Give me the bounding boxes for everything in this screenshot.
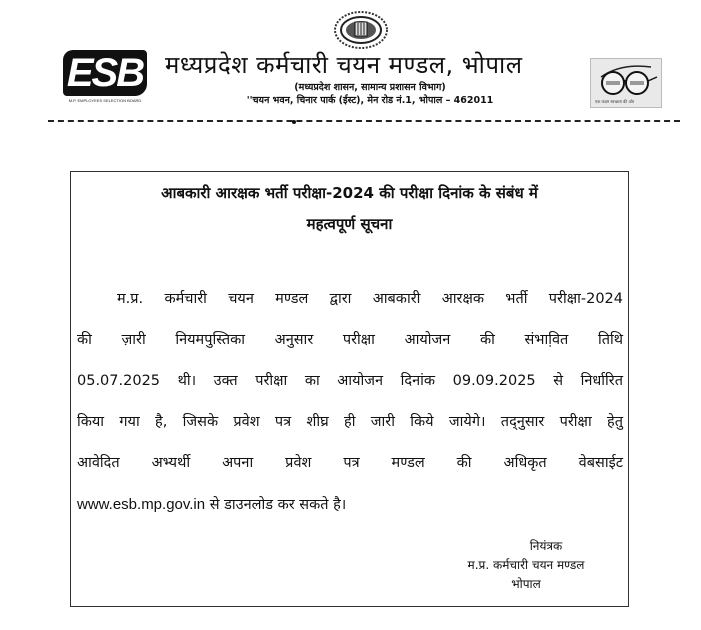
esb-logo-subtitle: M.P. EMPLOYEES SELECTION BOARD: [68, 98, 142, 103]
body-line: 05.07.2025 थी। उक्त परीक्षा का आयोजन दिनांक 09.09.2025 से निर्धारित: [77, 373, 623, 389]
mp-govt-emblem-icon: [333, 8, 389, 50]
esb-logo: [63, 50, 147, 108]
header-divider: [48, 120, 680, 122]
body-line-last: [77, 484, 623, 525]
signatory-city: भोपाल: [511, 577, 541, 591]
esb-logo-letters: ESB: [63, 50, 147, 96]
download-text: से डाउनलोड कर सकते है।: [205, 497, 347, 513]
signatory-organization: म.प्र. कर्मचारी चयन मण्डल: [467, 558, 585, 572]
swachh-caption: एक कदम स्वच्छता की ओर: [595, 99, 635, 104]
body-line: म.प्र. कर्मचारी चयन मण्डल द्वारा आबकारी आरक्षक भर्ती परीक्षा-2024: [117, 291, 623, 307]
body-line: की ज़ारी नियमपुस्तिका अनुसार परीक्षा आयोजन की संभावि़त तिथि: [77, 332, 623, 348]
organization-name: मध्यप्रदेश कर्मचारी चयन मण्डल, भोपाल: [165, 51, 523, 79]
swachh-bharat-glasses-icon: [590, 58, 662, 108]
body-line: आवेदित अभ्यर्थी अपना प्रवेश पत्र मण्डल की अधिकृत वेबसाईट: [77, 455, 623, 471]
notice-body: [77, 279, 623, 525]
signatory-title: नियंत्रक: [529, 539, 563, 553]
notice-title-line-2: महत्वपूर्ण सूचना: [306, 215, 393, 233]
divider-dot: [292, 120, 296, 124]
notice-box: [70, 171, 629, 607]
organization-address: ''चयन भवन, चिनार पार्क (ईस्ट), मेन रोड नं.1, भोपाल – 462011: [246, 95, 494, 106]
website-link[interactable]: www.esb.mp.gov.in: [77, 496, 206, 513]
body-line: किया गया है, जिसके प्रवेश पत्र शीघ्र ही जारी किये जायेगे। तद्नुसार परीक्षा हेतु: [77, 414, 623, 430]
notice-title: [71, 178, 628, 240]
notice-title-line-1: आबकारी आरक्षक भर्ती परीक्षा-2024 की परीक्षा दिनांक के संबंध में: [161, 184, 538, 202]
organization-parent-department: (मध्यप्रदेश शासन, सामान्य प्रशासन विभाग): [294, 82, 446, 93]
signature-block: [441, 537, 611, 594]
